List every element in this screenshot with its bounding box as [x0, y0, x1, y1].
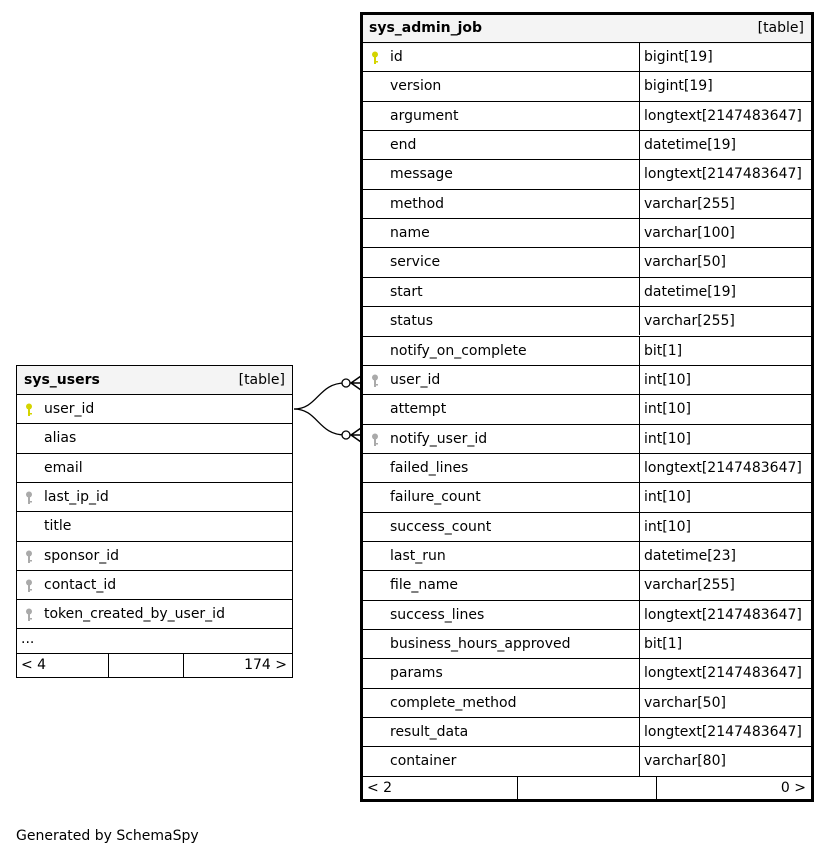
column-row[interactable] — [363, 247, 811, 276]
column-name: sponsor_id — [44, 547, 120, 564]
column-row[interactable] — [17, 511, 292, 540]
column-divider — [639, 160, 640, 188]
parents-count[interactable]: < 2 — [367, 780, 393, 796]
column-name: last_ip_id — [44, 488, 109, 505]
primary-key-icon — [25, 403, 33, 417]
table-sys-users[interactable] — [16, 365, 293, 678]
table-header[interactable] — [17, 366, 292, 395]
column-divider — [639, 190, 640, 218]
column-row[interactable] — [363, 306, 811, 335]
column-type: int[10] — [644, 371, 691, 388]
column-row[interactable] — [17, 482, 292, 511]
column-divider — [639, 689, 640, 717]
footer-divider — [183, 654, 184, 677]
more-columns-indicator: ... — [21, 631, 35, 647]
table-footer — [363, 776, 811, 800]
column-divider — [639, 337, 640, 365]
footer-divider — [108, 654, 109, 677]
column-type: bit[1] — [644, 342, 683, 359]
column-name: failed_lines — [390, 459, 469, 476]
column-row[interactable] — [363, 658, 811, 687]
column-type: datetime[19] — [644, 283, 736, 300]
column-row[interactable] — [363, 570, 811, 599]
children-count[interactable]: 174 > — [244, 657, 287, 673]
primary-key-icon — [371, 51, 379, 65]
more-columns-row — [17, 628, 292, 653]
column-divider — [639, 659, 640, 687]
column-divider — [639, 513, 640, 541]
column-type: varchar[255] — [644, 195, 735, 212]
column-name: title — [44, 518, 72, 535]
optional-marker-icon — [342, 431, 350, 439]
foreign-key-icon — [25, 550, 33, 564]
column-name: notify_on_complete — [390, 342, 527, 359]
column-name: end — [390, 137, 417, 154]
column-type: longtext[2147483647] — [644, 107, 802, 124]
column-row[interactable] — [17, 453, 292, 482]
column-name: container — [390, 753, 457, 770]
column-divider — [639, 366, 640, 394]
column-divider — [639, 131, 640, 159]
column-type: datetime[19] — [644, 137, 736, 154]
column-type: int[10] — [644, 518, 691, 535]
foreign-key-icon — [371, 433, 379, 447]
column-divider — [639, 248, 640, 276]
column-type: varchar[50] — [644, 694, 726, 711]
column-divider — [639, 219, 640, 247]
column-type: bigint[19] — [644, 49, 713, 65]
column-name: status — [390, 313, 434, 330]
column-type: int[10] — [644, 401, 691, 418]
column-divider — [639, 601, 640, 629]
column-row[interactable] — [363, 71, 811, 100]
column-name: argument — [390, 107, 459, 124]
optional-marker-icon — [342, 379, 350, 387]
column-name: user_id — [390, 371, 441, 388]
column-type: bit[1] — [644, 636, 683, 652]
column-name: file_name — [390, 577, 459, 594]
column-row[interactable] — [363, 159, 811, 188]
column-divider — [639, 630, 640, 658]
column-row[interactable] — [17, 570, 292, 599]
column-type: longtext[2147483647] — [644, 166, 802, 183]
column-row[interactable] — [363, 746, 811, 775]
foreign-key-icon — [25, 491, 33, 505]
column-name: contact_id — [44, 576, 117, 593]
column-divider — [639, 425, 640, 453]
column-type: datetime[23] — [644, 547, 736, 564]
column-divider — [639, 571, 640, 599]
column-divider — [639, 454, 640, 482]
column-name: complete_method — [390, 694, 517, 711]
footer-divider — [517, 777, 518, 800]
column-name: success_lines — [390, 606, 485, 623]
column-divider — [639, 483, 640, 511]
column-name: id — [390, 49, 403, 65]
column-row[interactable] — [363, 541, 811, 570]
column-name: method — [390, 195, 445, 212]
column-name: result_data — [390, 724, 469, 741]
column-name: notify_user_id — [390, 430, 488, 447]
column-type: bigint[19] — [644, 78, 713, 95]
children-count[interactable]: 0 > — [780, 780, 806, 796]
column-row[interactable] — [363, 512, 811, 541]
column-row[interactable] — [363, 101, 811, 130]
column-name: params — [390, 665, 443, 682]
column-name: email — [44, 459, 83, 476]
column-name: attempt — [390, 401, 447, 418]
column-row[interactable] — [363, 394, 811, 423]
column-divider — [639, 718, 640, 746]
column-type: int[10] — [644, 430, 691, 447]
column-type: varchar[80] — [644, 753, 726, 770]
column-name: version — [390, 78, 442, 95]
generated-by-label: Generated by SchemaSpy — [16, 828, 199, 844]
column-row[interactable] — [363, 189, 811, 218]
table-sys-admin-job[interactable] — [360, 12, 814, 802]
column-type: varchar[255] — [644, 577, 735, 594]
column-type: longtext[2147483647] — [644, 665, 802, 682]
column-row[interactable] — [17, 394, 292, 423]
column-row[interactable] — [363, 130, 811, 159]
table-type-label: [table] — [757, 20, 804, 36]
column-name: message — [390, 166, 453, 183]
column-divider — [639, 278, 640, 306]
column-row[interactable] — [363, 336, 811, 365]
column-row[interactable] — [363, 482, 811, 511]
column-row[interactable] — [17, 541, 292, 570]
parents-count[interactable]: < 4 — [21, 657, 47, 673]
column-row[interactable] — [363, 688, 811, 717]
column-type: longtext[2147483647] — [644, 724, 802, 741]
column-divider — [639, 395, 640, 423]
column-divider — [639, 102, 640, 130]
column-type: longtext[2147483647] — [644, 606, 802, 623]
column-row[interactable] — [363, 600, 811, 629]
relationship-user-id — [294, 376, 361, 409]
column-name: failure_count — [390, 489, 481, 506]
column-divider — [639, 542, 640, 570]
column-row[interactable] — [363, 277, 811, 306]
table-name[interactable]: sys_admin_job — [369, 20, 483, 36]
column-type: varchar[50] — [644, 254, 726, 271]
foreign-key-icon — [25, 608, 33, 622]
column-type: varchar[255] — [644, 313, 735, 330]
column-divider — [639, 307, 640, 335]
foreign-key-icon — [25, 579, 33, 593]
column-divider — [639, 747, 640, 775]
column-name: service — [390, 254, 441, 271]
column-type: longtext[2147483647] — [644, 459, 802, 476]
column-name: last_run — [390, 547, 446, 564]
column-name: start — [390, 283, 423, 300]
footer-divider — [656, 777, 657, 800]
column-row[interactable] — [17, 423, 292, 452]
table-header[interactable] — [363, 15, 811, 44]
column-row[interactable] — [363, 424, 811, 453]
column-name: name — [390, 225, 430, 242]
column-name: token_created_by_user_id — [44, 606, 225, 623]
column-name: user_id — [44, 401, 95, 417]
column-row[interactable] — [363, 365, 811, 394]
table-footer — [17, 653, 292, 677]
column-name: success_count — [390, 518, 492, 535]
column-row[interactable] — [363, 218, 811, 247]
column-divider — [639, 43, 640, 71]
column-row[interactable] — [363, 453, 811, 482]
column-type: int[10] — [644, 489, 691, 506]
relationship-notify-user-id — [294, 409, 361, 442]
column-name: business_hours_approved — [390, 636, 571, 652]
column-row[interactable] — [363, 629, 811, 658]
column-row[interactable] — [363, 717, 811, 746]
table-type-label: [table] — [238, 372, 285, 388]
column-divider — [639, 72, 640, 100]
column-type: varchar[100] — [644, 225, 735, 242]
column-row[interactable] — [363, 42, 811, 71]
table-name[interactable]: sys_users — [24, 372, 100, 388]
column-row[interactable] — [17, 599, 292, 628]
column-name: alias — [44, 430, 77, 447]
foreign-key-icon — [371, 374, 379, 388]
